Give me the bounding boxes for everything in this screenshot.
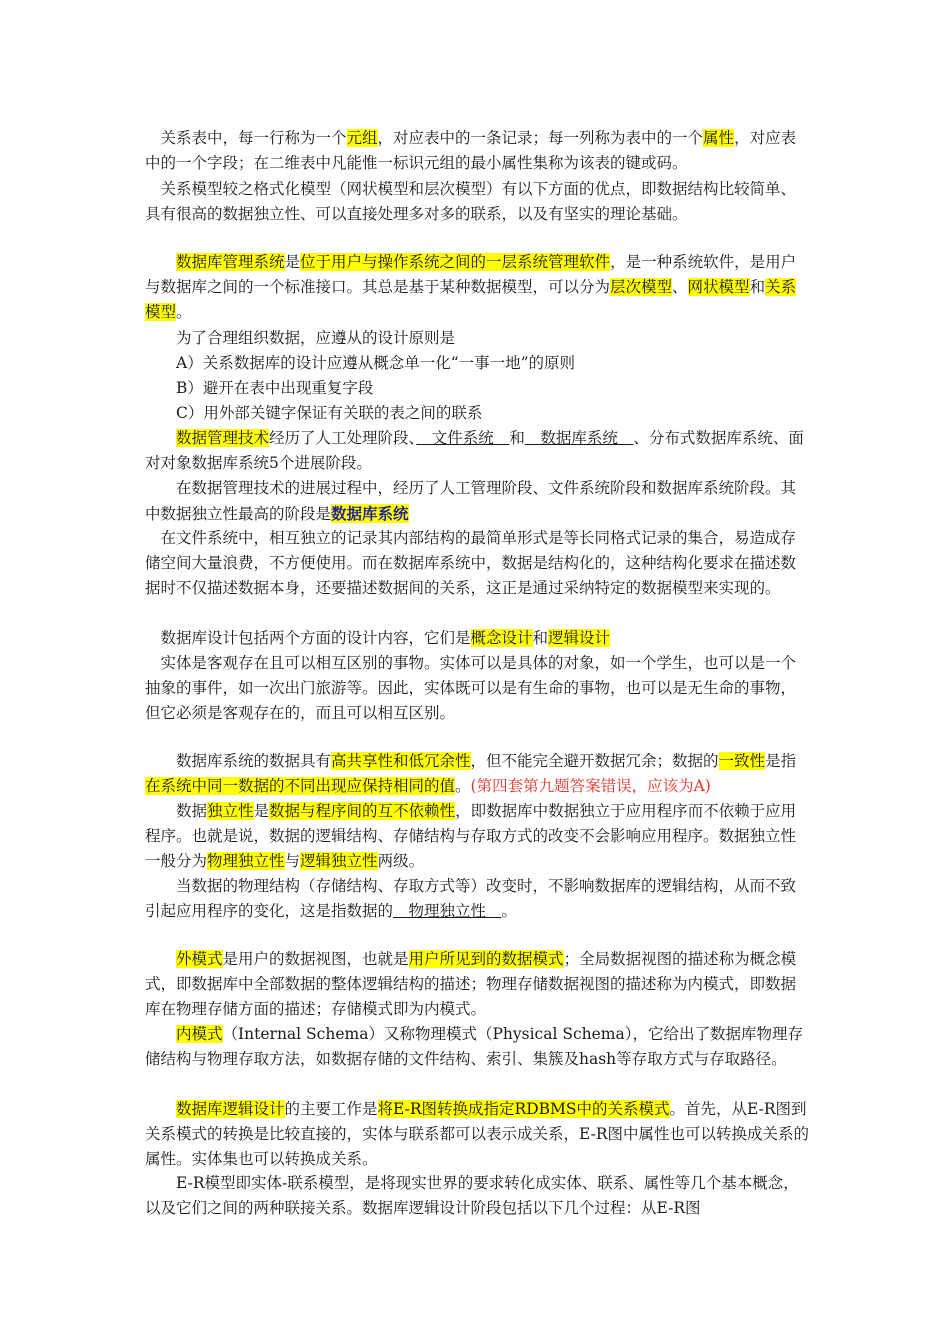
text-run: C）用外部关键字保证有关联的表之间的联系 [145, 404, 483, 422]
paragraph-p2 [145, 177, 810, 227]
highlighted-text: 数据管理技术 [176, 429, 270, 447]
text-run: 当数据的物理结构（存储结构、存取方式等）改变时，不影响数据库的逻辑结构，从而不致引起应用程序的变化，这是指数据的 [145, 877, 797, 920]
text-run: 、分布式数据库系统、面对对象数据库系统5个进展阶段。 [145, 429, 804, 472]
text-run: ，对应表中的一条记录；每一列称为表中的一个 [377, 129, 704, 147]
text-run: 。 [501, 902, 518, 920]
text-run: 数据 [145, 802, 208, 820]
text-run: 。首先，从E-R图到关系模式的转换是比较直接的，实体与联系都可以表示成关系，E-R图中属性也可以转换成关系的属性。实体集也可以转换成关系。 [145, 1100, 810, 1168]
text-run: 两级。 [377, 852, 425, 870]
text-run: 数据库系统的数据具有 [145, 752, 332, 770]
text-run: 。 [176, 303, 192, 321]
highlighted-text: 网状模型 [687, 278, 750, 296]
correction-note: (第四套第九题答案错误，应该为A) [470, 777, 711, 795]
text-run: 关系模型较之格式化模型（网状模型和层次模型）有以下方面的优点，即数据结构比较简单、具有很高的数据独立性、可以直接处理多对多的联系，以及有坚实的理论基础。 [145, 180, 797, 223]
text-run: 和 [749, 278, 766, 296]
paragraph-p1 [145, 126, 810, 176]
text-run: ，是一种系统软件，是用户与数据库之间的一个标准接口。其总是基于某种数据模型，可以分为 [145, 253, 797, 296]
paragraph-p15 [145, 874, 810, 924]
text-run: 和 [509, 429, 525, 447]
text-run: ，但不能完全避开数据冗余；数据的 [470, 752, 719, 770]
text-run [145, 253, 176, 271]
text-run: 。 [455, 777, 471, 795]
text-run: 在数据管理技术的进展过程中，经历了人工管理阶段、文件系统阶段和数据库系统阶段。其中数据独立性最高的阶段是 [145, 479, 797, 523]
paragraph-p10 [145, 526, 810, 601]
text-run: 是 [284, 253, 301, 271]
highlighted-text: 层次模型 [610, 278, 673, 296]
paragraph-p12 [145, 651, 810, 726]
text-run: 为了合理组织数据，应遵从的设计原则是 [145, 329, 456, 347]
highlighted-text: 数据库管理系统 [176, 253, 285, 271]
highlighted-text: 在系统中同一数据的不同出现应保持相同的值 [145, 777, 456, 795]
text-run: （Internal Schema）又称物理模式（Physical Schema），它给出了数据库物理存储结构与物理存取方法，如数据存储的文件结构、索引、集簇及hash等存取方式与存取路径。 [145, 1025, 803, 1068]
text-run: 是指 [765, 752, 797, 770]
highlighted-text: 将E-R图转换成指定RDBMS中的关系模式 [377, 1100, 670, 1118]
highlighted-text: 位于用户与操作系统之间的一层系统管理软件 [300, 253, 611, 271]
paragraph-p3 [145, 250, 810, 325]
text-run: 、 [672, 278, 688, 296]
text-run: 经历了人工处理阶段、 [269, 429, 417, 447]
highlighted-text: 独立性 [207, 802, 254, 820]
highlighted-text: 高共享性和低冗余性 [331, 752, 471, 770]
highlighted-text: 数据库系统 [331, 504, 409, 523]
text-run: 数据库设计包括两个方面的设计内容，它们是 [145, 629, 471, 647]
text-run: A）关系数据库的设计应遵从概念单一化“一事一地”的原则 [145, 354, 576, 372]
highlighted-text: 元组 [346, 129, 378, 147]
text-run: 在文件系统中，相互独立的记录其内部结构的最简单形式是等长同格式记录的集合，易造成存储空间大量浪费，不方便使用。而在数据库系统中，数据是结构化的，这种结构化要求在描述数据时不仅描述数据本身，还要描述数据间的关系，这正是通过采纳特定的数据模型来实现的。 [145, 529, 797, 597]
text-run: 实体是客观存在且可以相互区别的事物。实体可以是具体的对象，如一个学生，也可以是一个抽象的事件，如一次出门旅游等。因此，实体既可以是有生命的事物，也可以是无生命的事物，但它必须是客观存在的，而且可以相互区别。 [145, 654, 797, 722]
highlighted-text: 用户所见到的数据模式 [408, 950, 564, 968]
highlighted-text: 关系模型 [145, 278, 797, 321]
highlighted-text: 外模式 [176, 950, 223, 968]
text-run [145, 1025, 176, 1043]
text-run [145, 1100, 176, 1118]
text-run: ，即数据库中数据独立于应用程序而不依赖于应用程序。也就是说，数据的逻辑结构、存储结构与存取方式的改变不会影响应用程序。数据独立性一般分为 [145, 802, 797, 870]
highlighted-text: 一致性 [718, 752, 766, 770]
highlighted-text: 逻辑设计 [548, 629, 611, 647]
paragraph-p19 [145, 1171, 810, 1221]
paragraph-p13 [145, 749, 810, 799]
paragraph-p4 [145, 326, 810, 351]
text-run: 是用户的数据视图，也就是 [222, 950, 409, 968]
highlighted-text: 数据与程序间的互不依赖性 [269, 802, 456, 820]
paragraph-p9 [145, 476, 810, 527]
paragraph-p16 [145, 947, 810, 1022]
highlighted-text: 物理独立性 [207, 852, 285, 870]
paragraph-p8 [145, 426, 810, 476]
text-run: 是 [253, 802, 270, 820]
underlined-answer: 数据库系统 [524, 429, 634, 447]
highlighted-text: 内模式 [176, 1025, 223, 1043]
paragraph-p5 [145, 351, 810, 376]
highlighted-text: 数据库逻辑设计 [176, 1100, 285, 1118]
text-run: 关系表中，每一行称为一个 [145, 129, 347, 147]
underlined-answer: 物理独立性 [393, 902, 502, 920]
text-run [145, 950, 176, 968]
underlined-answer: 文件系统 [416, 429, 510, 447]
text-run: E-R模型即实体-联系模型，是将现实世界的要求转化成实体、联系、属性等几个基本概念，以及它们之间的两种联接关系。数据库逻辑设计阶段包括以下几个过程：从E-R图 [145, 1174, 799, 1217]
text-run: ，对应表中的一个字段；在二维表中凡能惟一标识元组的最小属性集称为该表的键或码。 [145, 129, 797, 172]
highlighted-text: 概念设计 [470, 629, 533, 647]
paragraph-p17 [145, 1022, 810, 1072]
paragraph-p6 [145, 376, 810, 401]
text-run: ；全局数据视图的描述称为概念模式，即数据库中全部数据的整体逻辑结构的描述；物理存储数据视图的描述称为内模式，即数据库在物理存储方面的描述；存储模式即为内模式。 [145, 950, 797, 1018]
paragraph-p11 [145, 626, 810, 651]
highlighted-text: 属性 [703, 129, 735, 147]
text-run: 和 [532, 629, 549, 647]
text-run: B）避开在表中出现重复字段 [145, 379, 374, 397]
highlighted-text: 逻辑独立性 [300, 852, 378, 870]
paragraph-p18 [145, 1097, 810, 1172]
paragraph-p7 [145, 401, 810, 426]
text-run: 的主要工作是 [284, 1100, 378, 1118]
text-run: 与 [284, 852, 301, 870]
text-run [145, 429, 176, 447]
paragraph-p14 [145, 799, 810, 874]
